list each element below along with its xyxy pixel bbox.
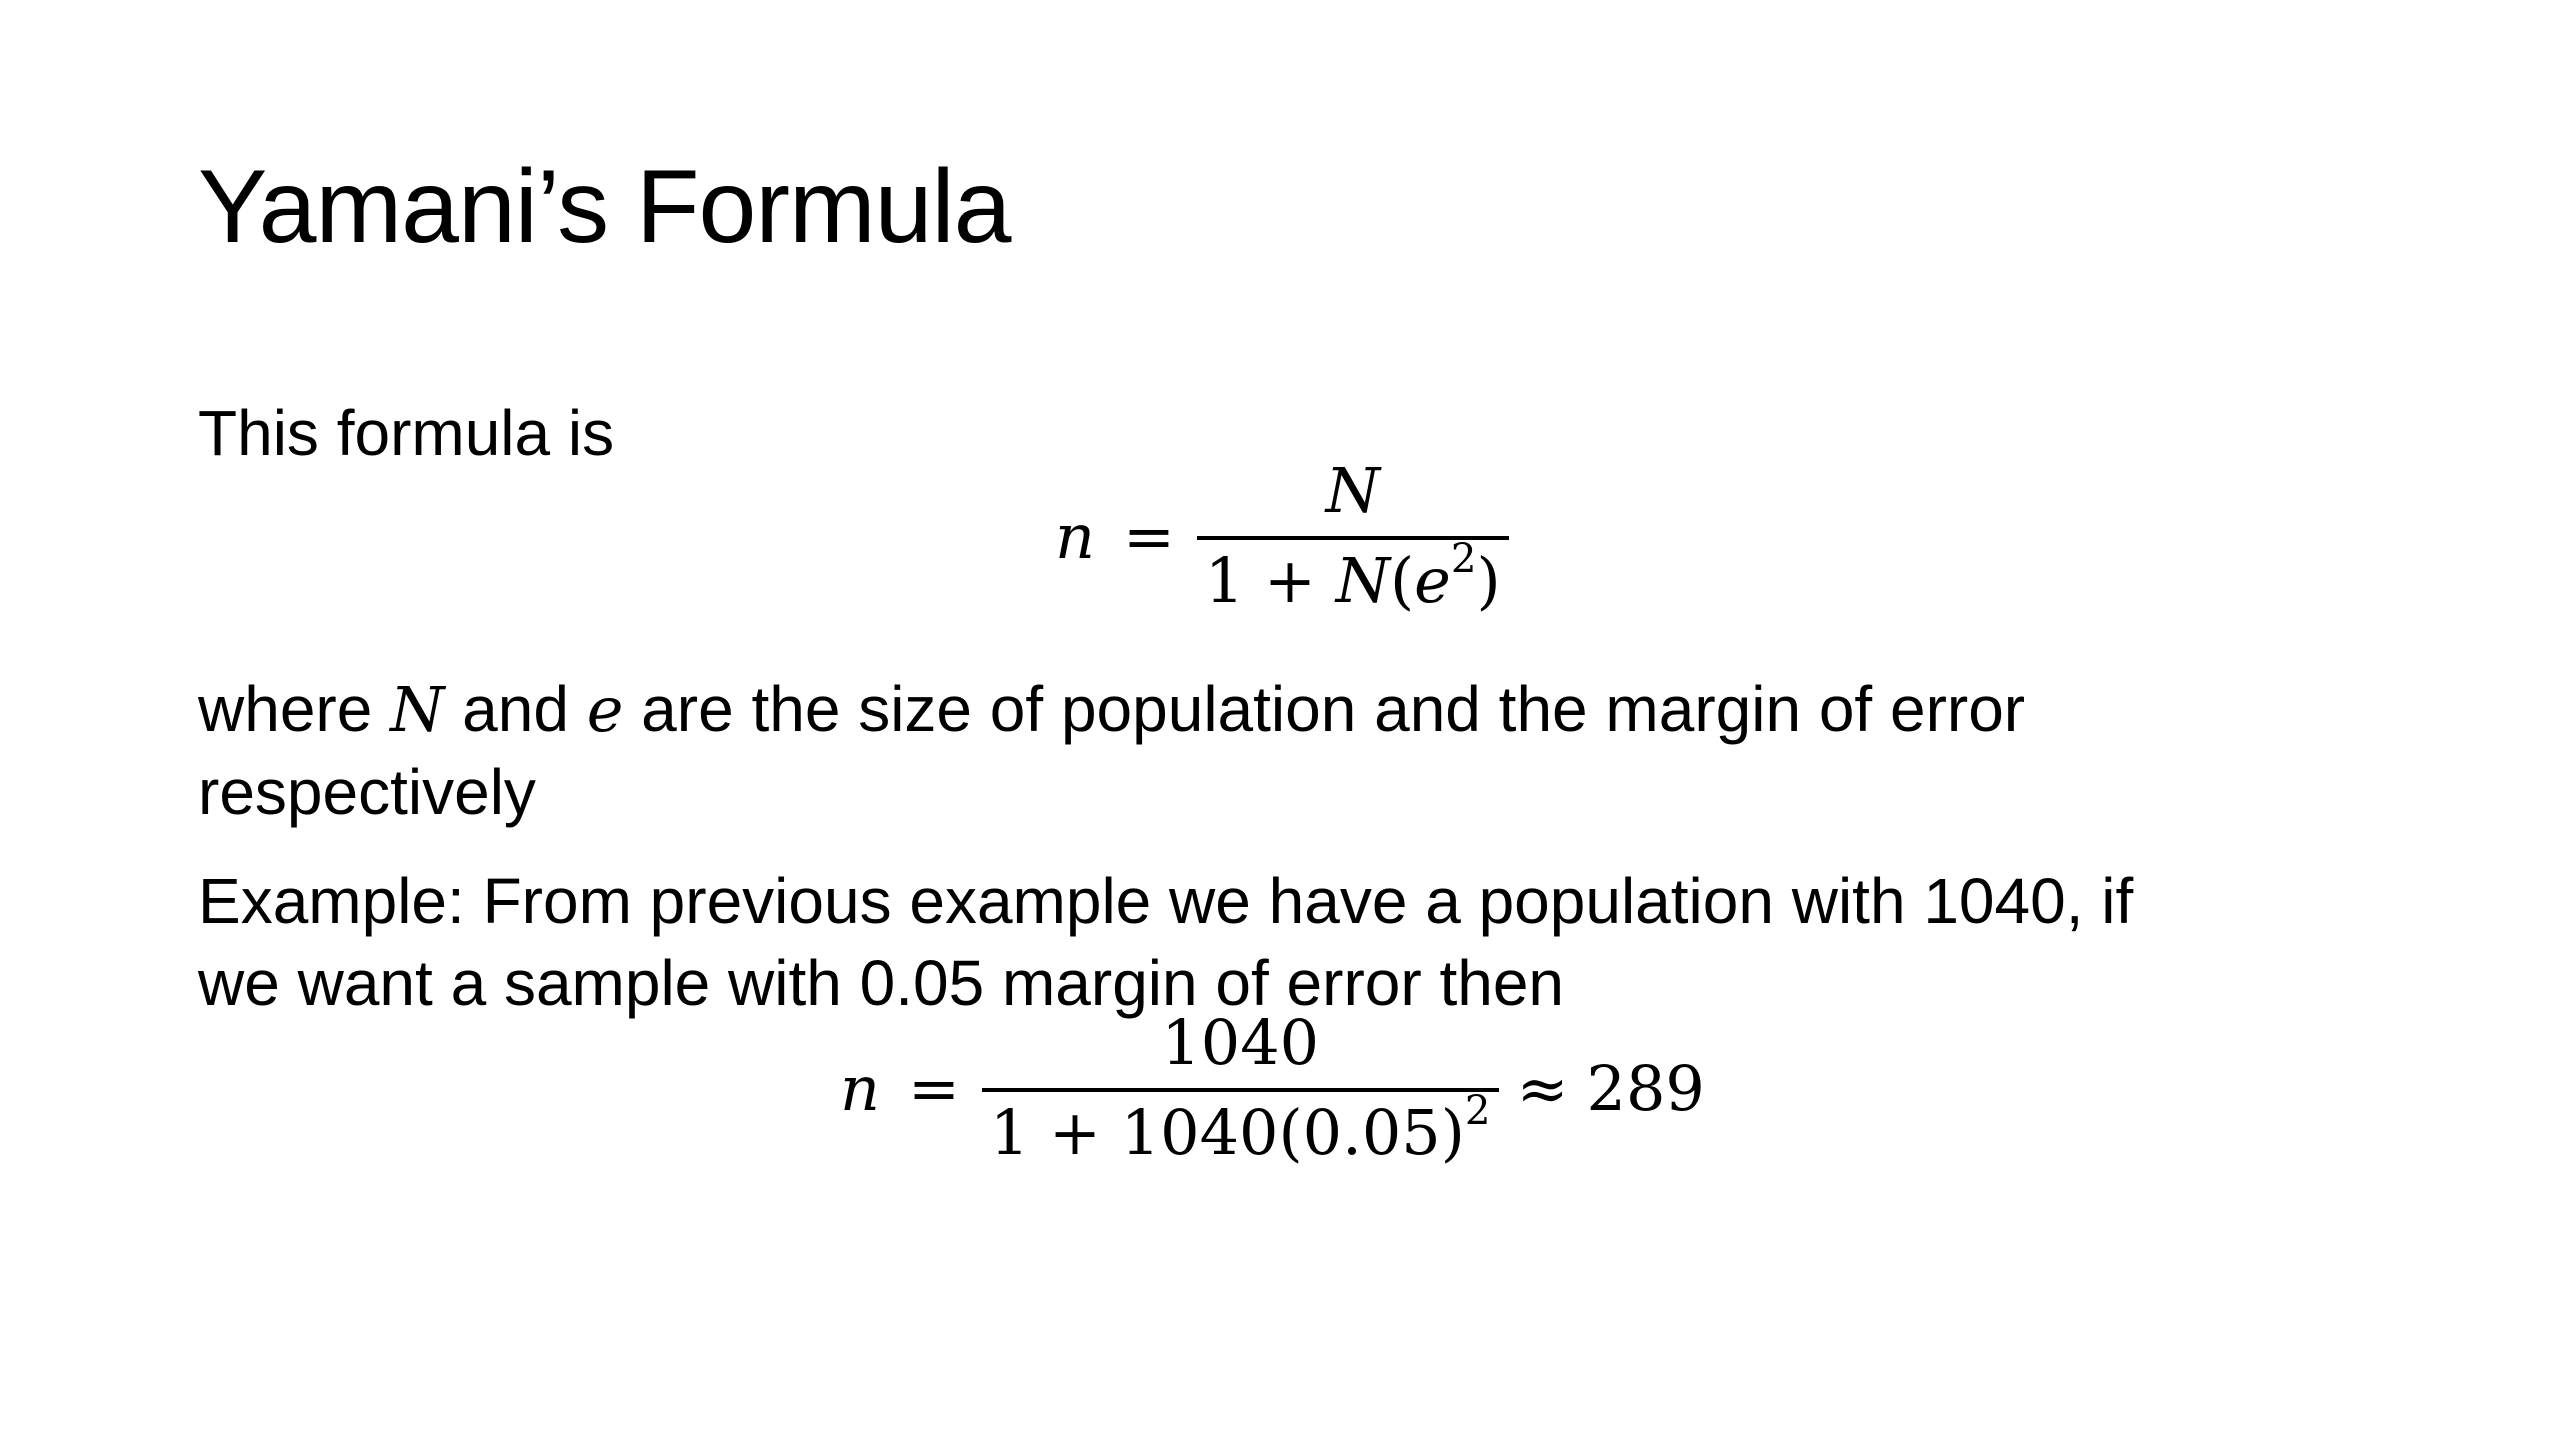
formula-fraction <box>1197 454 1509 617</box>
where-var-e: e <box>586 673 624 746</box>
example-formula-result: 289 <box>1586 1051 1705 1125</box>
slide-title: Yamani’s Formula <box>198 149 1011 265</box>
example-formula-equals: = <box>907 1051 960 1125</box>
where-text-3: are the size of population and the margin of error <box>623 673 2026 745</box>
formula-denominator-e: e <box>1414 544 1451 617</box>
formula-denominator-open: ( <box>1389 544 1415 617</box>
formula-denominator <box>1197 534 1509 617</box>
where-line-1 <box>198 668 2025 751</box>
formula-denominator-close: ) <box>1476 544 1501 617</box>
formula-denominator-prefix: 1 + <box>1204 544 1336 617</box>
formula-denominator-exponent: 2 <box>1450 534 1477 582</box>
example-text <box>198 860 2133 1024</box>
formula-lhs: n <box>1055 499 1095 573</box>
where-description <box>198 668 2025 833</box>
formula-equals: = <box>1122 499 1175 573</box>
formula-denominator-N: N <box>1335 544 1390 617</box>
example-formula <box>840 1006 1705 1169</box>
formula-numerator: N <box>1325 454 1380 527</box>
intro-text: This formula is <box>198 397 615 469</box>
example-line-1: Example: From previous example we have a population with 1040, if <box>198 865 2134 937</box>
example-formula-denominator-exponent: 2 <box>1464 1086 1491 1134</box>
approx-symbol: ≈ <box>1516 1051 1569 1125</box>
example-formula-denominator <box>982 1086 1499 1169</box>
where-line-2: respectively <box>198 756 536 828</box>
example-formula-denominator-base: 1 + 1040(0.05) <box>989 1096 1465 1169</box>
example-formula-fraction <box>982 1006 1499 1169</box>
where-text-1: where <box>198 673 391 745</box>
example-formula-lhs: n <box>840 1051 880 1125</box>
example-formula-numerator: 1040 <box>1161 1006 1320 1079</box>
example-line-2: we want a sample with 0.05 margin of error then <box>198 947 1564 1019</box>
where-var-N: N <box>390 673 445 746</box>
where-text-2: and <box>444 673 587 745</box>
yamane-formula <box>1055 454 1509 617</box>
